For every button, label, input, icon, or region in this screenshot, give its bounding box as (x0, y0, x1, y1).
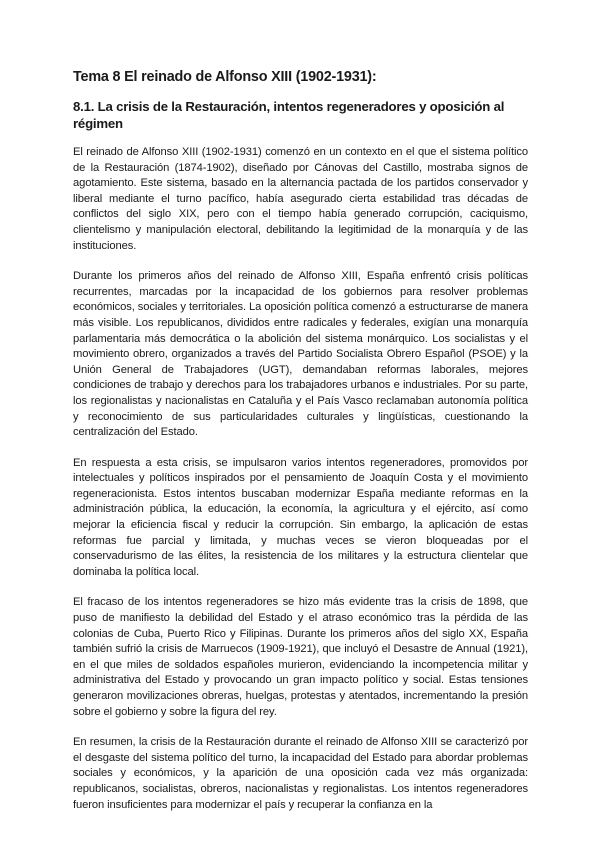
paragraph-summary: En resumen, la crisis de la Restauración durante el reinado de Alfonso XIII se caracterizó por el desgaste del sistema político del turno, la incapacidad del Estado para abordar problemas sociales y económicos, y la aparición de una oposición cada vez más organizada: republicanos, socialistas, obreros, nacionalistas y regionalistas. Los intentos regeneradores fueron insuficientes para modernizar el país y recuperar la confianza en la (73, 736, 528, 811)
paragraph-opposition: Durante los primeros años del reinado de Alfonso XIII, España enfrentó crisis políticas recurrentes, marcadas por la incapacidad de los gobiernos para resolver problemas económicos, sociales y territoriales. La oposición política comenzó a estructurarse de manera más visible. Los republicanos, divididos entre radicales y federales, exigían una monarquía parlamentaria más democrática o la abolición del sistema monárquico. Los socialistas y el movimiento obrero, organizados a través del Partido Socialista Obrero Español (PSOE) y la Unión General de Trabajadores (UGT), demandaban reformas laborales, mejores condiciones de trabajo y derechos para los trabajadores urbanos e industriales. Por su parte, los regionalistas y nacionalistas en Cataluña y el País Vasco reclamaban autonomía política y reconocimiento de sus particularidades culturales y lingüísticas, cuestionando la centralización del Estado. (73, 270, 528, 439)
document-title: Tema 8 El reinado de Alfonso XIII (1902-1931): (73, 69, 377, 85)
paragraph-failure: El fracaso de los intentos regeneradores se hizo más evidente tras la crisis de 1898, que puso de manifiesto la debilidad del Estado y el atraso económico tras la pérdida de las colonias de Cuba, Puerto Rico y Filipinas. Durante los primeros años del siglo XX, España también sufrió la crisis de Marruecos (1909-1921), que incluyó el Desastre de Annual (1921), en el que miles de soldados españoles murieron, evidenciando la incompetencia militar y administrativa del Estado y provocando un gran impacto político y social. Estas tensiones generaron movilizaciones obreras, huelgas, protestas y atentados, incrementando la presión sobre el gobierno y sobre la figura del rey. (73, 596, 528, 718)
section-heading: 8.1. La crisis de la Restauración, intentos regeneradores y oposición al régimen (73, 99, 505, 131)
paragraph-regeneration: En respuesta a esta crisis, se impulsaron varios intentos regeneradores, promovidos por intelectuales y políticos inspirados por el pensamiento de Joaquín Costa y el movimiento regeneracionista. Estos intentos buscaban modernizar España mediante reformas en la administración pública, la educación, la economía, la agricultura y el ejército, así como mejorar la eficiencia fiscal y reducir la corrupción. Sin embargo, la aplicación de estas reformas fue parcial y limitada, y muchas veces se vieron bloqueadas por el conservadurismo de las élites, la resistencia de los militares y la estructura clientelar que dominaba la política local. (73, 456, 528, 578)
paragraph-context: El reinado de Alfonso XIII (1902-1931) comenzó en un contexto en el que el sistema político de la Restauración (1874-1902), diseñado por Cánovas del Castillo, mostraba signos de agotamiento. Este sistema, basado en la alternancia pactada de los partidos conservador y liberal mediante el turno pacífico, había asegurado cierta estabilidad tras décadas de conflictos del siglo XIX, pero con el tiempo había generado corrupción, caciquismo, clientelismo y manipulación electoral, debilitando la legitimidad de la monarquía y de las instituciones. (73, 146, 528, 252)
document-page (73, 68, 528, 828)
